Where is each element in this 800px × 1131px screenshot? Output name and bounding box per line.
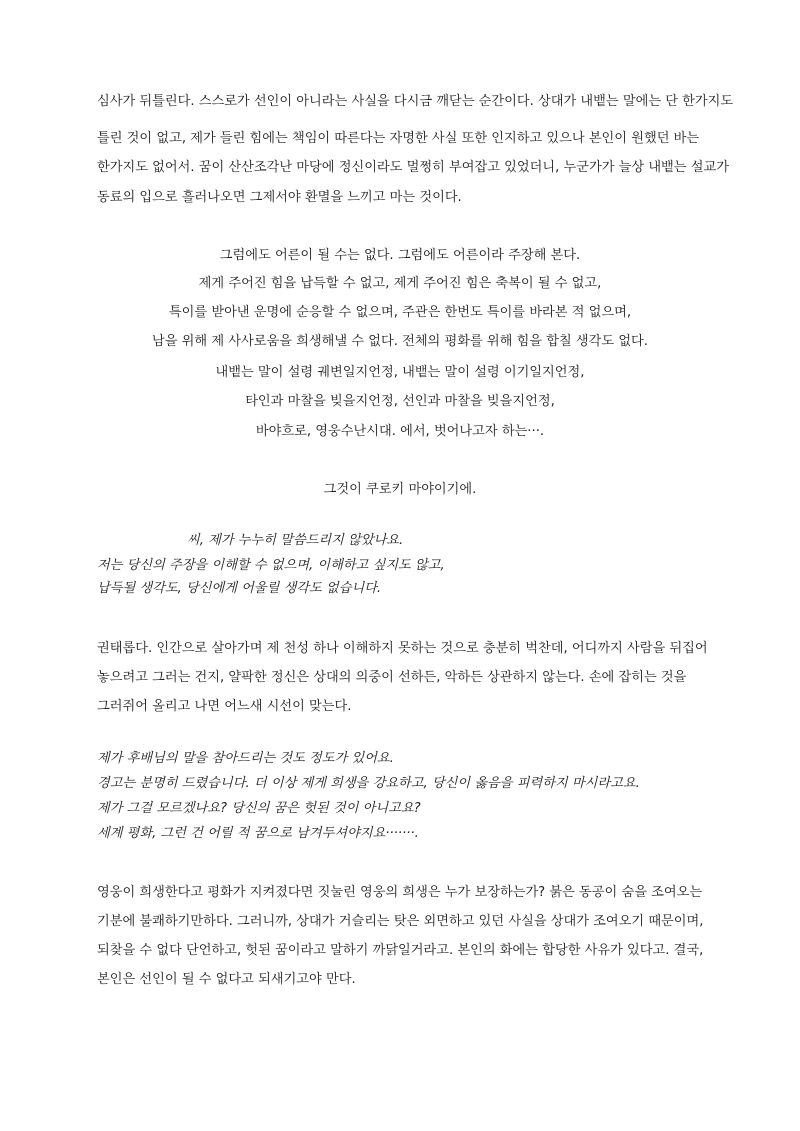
centered-line: 그럼에도 어른이 될 수는 없다. 그럼에도 어른이라 주장해 본다.	[219, 248, 581, 263]
centered-line: 타인과 마찰을 빚을지언정, 선인과 마찰을 빚을지언정,	[245, 394, 555, 409]
text-line: 기분에 불쾌하기만하다. 그러니까, 상대가 거슬리는 탓은 외면하고 있던 사실을 상대가 조여오기 때문이며,	[97, 914, 704, 929]
quote-line: 납득될 생각도, 당신에게 어울릴 생각도 없습니다.	[97, 581, 382, 596]
text-line: 심사가 뒤틀린다. 스스로가 선인이 아니라는 사실을 다시금 깨닫는 순간이다. 상대가 내뱉는 말에는 단 한가지도	[97, 94, 734, 109]
quote-line: 경고는 분명히 드렸습니다. 더 이상 제게 희생을 강요하고, 당신이 옳음을 피력하지 마시라고요.	[97, 776, 640, 791]
centered-line: 제게 주어진 힘을 납득할 수 없고, 제게 주어진 힘은 축복이 될 수 없고,	[198, 276, 602, 291]
text-line: 영웅이 희생한다고 평화가 지켜졌다면 짓눌린 영웅의 희생은 누가 보장하는가? 붉은 동공이 숨을 조여오는	[97, 885, 703, 900]
quote-line: 제가 그걸 모르겠나요? 당신의 꿈은 헛된 것이 아니고요?	[97, 801, 421, 816]
text-line: 되찾을 수 없다 단언하고, 헛된 꿈이라고 말하기 까닭일거라고. 본인의 화에는 합당한 사유가 있다고. 결국,	[97, 943, 704, 958]
text-line: 그러쥐어 올리고 나면 어느새 시선이 맞는다.	[97, 699, 352, 714]
centered-line: 바야흐로, 영웅수난시대. 에서, 벗어나고자 하는···.	[255, 424, 545, 439]
text-line: 놓으려고 그러는 건지, 얄팍한 정신은 상대의 의중이 선하든, 악하든 상관하지 않는다. 손에 잡히는 것을	[97, 670, 687, 685]
centered-single-line: 그것이 쿠로키 마야이기에.	[323, 482, 477, 497]
centered-line: 특이를 받아낸 운명에 순응할 수 없으며, 주관은 한번도 특이를 바라본 적 없으며,	[168, 305, 632, 320]
quote-line: 제가 후배님의 말을 참아드리는 것도 정도가 있어요.	[97, 751, 394, 766]
text-line: 한가지도 없어서. 꿈이 산산조각난 마당에 정신이라도 멀쩡히 부여잡고 있었더니, 누군가가 늘상 내뱉는 설교가	[97, 160, 729, 175]
quote-line: 세계 평화, 그런 건 어릴 적 꿈으로 남겨두셔야지요·······.	[97, 826, 419, 841]
text-line: 권태롭다. 인간으로 살아가며 제 천성 하나 이해하지 못하는 것으로 충분히 벅찬데, 어디까지 사람을 뒤집어	[97, 641, 708, 656]
quote-line: 저는 당신의 주장을 이해할 수 없으며, 이해하고 싶지도 않고,	[97, 558, 445, 573]
centered-line: 내뱉는 말이 설령 궤변일지언정, 내뱉는 말이 설령 이기일지언정,	[215, 365, 585, 380]
quote-line: 씨, 제가 누누히 말씀드리지 않았나요.	[187, 533, 404, 548]
text-line: 틀린 것이 없고, 제가 들린 힘에는 책임이 따른다는 자명한 사실 또한 인지하고 있으나 본인이 원했던 바는	[97, 131, 700, 146]
text-line: 동료의 입으로 흘러나오면 그제서야 환멸을 느끼고 마는 것이다.	[97, 190, 462, 205]
text-line: 본인은 선인이 될 수 없다고 되새기고야 만다.	[97, 972, 356, 987]
centered-line: 남을 위해 제 사사로움을 희생해낼 수 없다. 전체의 평화를 위해 힘을 합칠 생각도 없다.	[151, 334, 648, 349]
